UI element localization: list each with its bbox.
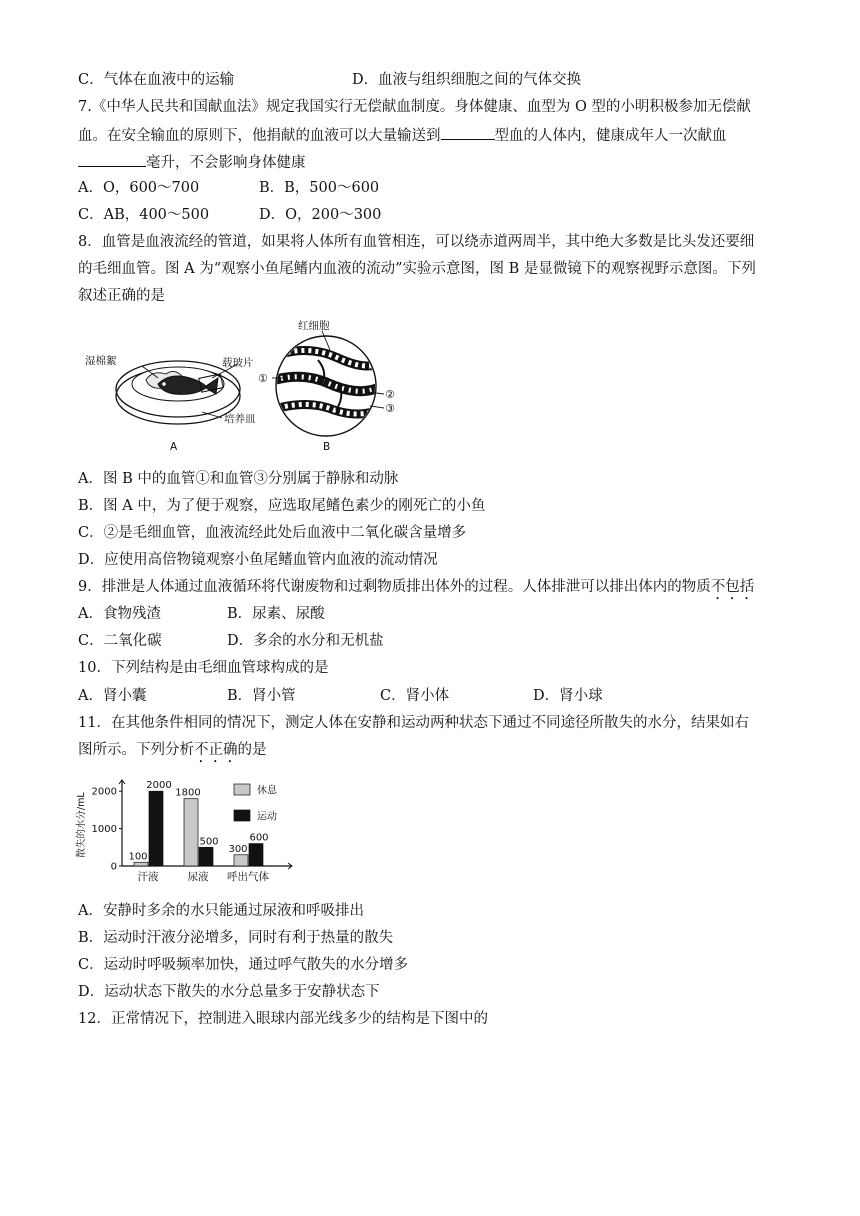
q9-options-row1 (78, 604, 325, 624)
q8-figure (78, 314, 408, 460)
q10-options-row (78, 686, 603, 706)
q7-option-a: A．O，600～700 (78, 180, 200, 196)
figure-a-label-dish: 培养皿 (224, 413, 256, 425)
q8-stem-line1: 8．血管是血液流经的管道，如果将人体所有血管相连，可以绕赤道两周半，其中绝大多数是比头发还要细 (78, 234, 755, 250)
bar-data-label: 1800 (175, 787, 201, 799)
q11-option-b: B．运动时汗液分泌增多，同时有利于热量的散失 (78, 930, 394, 946)
bar (234, 855, 248, 866)
legend-swatch (234, 810, 250, 821)
q11-option-c: C．运动时呼吸频率加快，通过呼气散失的水分增多 (78, 957, 409, 973)
y-tick-label: 2000 (91, 786, 117, 798)
bar (199, 847, 213, 866)
x-tick-label: 尿液 (187, 871, 209, 883)
figure-b-label-2: ② (385, 388, 395, 401)
q7-option-c: C．AB，400～500 (78, 207, 210, 223)
q6-options-row (78, 70, 582, 90)
bar-data-label: 100 (128, 851, 148, 863)
q10-option-a: A．肾小囊 (78, 688, 147, 704)
legend-label: 运动 (257, 811, 277, 823)
bar (249, 844, 263, 866)
figure-a-caption: A (170, 441, 178, 453)
q8-figure-svg (78, 314, 408, 460)
figure-b-caption: B (323, 441, 331, 453)
q8-option-b: B．图 A 中，为了便于观察，应选取尾鳍色素少的刚死亡的小鱼 (78, 498, 486, 514)
q9-emphasis: 不包括 (710, 579, 755, 595)
legend-swatch (234, 784, 250, 795)
q6-option-c: C．气体在血液中的运输 (78, 72, 235, 88)
q10-option-d: D．肾小球 (533, 688, 603, 704)
q11-stem-line2 (78, 740, 267, 766)
q8-stem-line3: 叙述正确的是 (78, 288, 165, 304)
q11-chart (74, 772, 314, 890)
q6-option-d: D．血液与组织细胞之间的气体交换 (352, 72, 582, 88)
q9-options-row2 (78, 631, 384, 651)
q9-stem-line1 (78, 577, 754, 603)
q11-stem-line2-pre: 图所示。下列分析 (78, 742, 194, 758)
figure-b-label-1: ① (258, 372, 268, 385)
q11-option-d: D．运动状态下散失的水分总量多于安静状态下 (78, 984, 380, 1000)
bar-data-label: 300 (228, 843, 248, 855)
figure-a-petri-dish (116, 361, 240, 424)
q7-blank-1 (441, 124, 495, 140)
q7-options-row2 (78, 205, 382, 225)
q7-stem-line2-pre: 血。在安全输血的原则下，他捐献的血液可以大量输送到 (78, 128, 441, 144)
q11-stem-line2-post: 的是 (237, 742, 267, 758)
q10-option-c: C．肾小体 (380, 688, 450, 704)
q11-stem-line1: 11．在其他条件相同的情况下，测定人体在安静和运动两种状态下通过不同途径所散失的水分，结果如右 (78, 715, 749, 731)
bar (184, 799, 198, 866)
x-tick-label: 汗液 (137, 871, 159, 883)
q12-stem: 12．正常情况下，控制进入眼球内部光线多少的结构是下图中的 (78, 1011, 488, 1027)
q10-option-b: B．肾小管 (227, 688, 296, 704)
bar-data-label: 600 (249, 832, 269, 844)
q9-stem-text: 9．排泄是人体通过血液循环将代谢废物和过剩物质排出体外的过程。人体排泄可以排出体内的物质 (78, 579, 711, 595)
bar (134, 862, 148, 866)
q8-option-a: A．图 B 中的血管①和血管③分别属于静脉和动脉 (78, 471, 399, 487)
y-tick-label: 0 (110, 861, 117, 873)
q8-option-d: D．应使用高倍物镜观察小鱼尾鳍血管内血液的流动情况 (78, 552, 438, 568)
q7-options-row1 (78, 178, 380, 198)
figure-b-microscope-field (272, 331, 384, 436)
q9-option-c: C．二氧化碳 (78, 633, 162, 649)
x-tick-label: 呼出气体 (227, 871, 269, 883)
q10-stem: 10．下列结构是由毛细血管球构成的是 (78, 660, 329, 676)
q7-stem-line2 (78, 124, 727, 146)
q7-stem-line3 (78, 151, 306, 173)
q7-option-b: B．B，500～600 (259, 180, 380, 196)
q9-option-b: B．尿素、尿酸 (227, 606, 325, 622)
y-axis-label: 散失的水分/mL (76, 792, 87, 858)
bar-data-label: 500 (199, 836, 219, 848)
bar (149, 791, 163, 866)
q7-stem-line2-post: 型血的人体内，健康成年人一次献血 (494, 128, 727, 144)
q11-chart-svg (74, 772, 314, 890)
legend-label: 休息 (257, 785, 277, 797)
bar-data-label: 2000 (146, 780, 172, 792)
q8-stem-line2: 的毛细血管。图 A 为“观察小鱼尾鳍内血液的流动”实验示意图，图 B 是显微镜下的观察视野示意图。下列 (78, 261, 756, 277)
figure-a-label-slide: 载玻片 (222, 357, 254, 369)
q11-emphasis: 不正确 (194, 742, 238, 758)
q9-option-a: A．食物残渣 (78, 606, 161, 622)
q7-stem-line3-post: 毫升，不会影响身体健康 (146, 155, 306, 171)
q11-option-a: A．安静时多余的水只能通过尿液和呼吸排出 (78, 903, 364, 919)
q8-option-c: C．②是毛细血管，血液流经此处后血液中二氧化碳含量增多 (78, 525, 467, 541)
figure-b-label-rbc: 红细胞 (298, 320, 330, 332)
figure-b-label-3: ③ (385, 402, 395, 415)
y-tick-label: 1000 (91, 824, 117, 836)
q7-option-d: D．O，200～300 (259, 207, 382, 223)
q9-option-d: D．多余的水分和无机盐 (227, 633, 384, 649)
q7-stem-line1: 7.《中华人民共和国献血法》规定我国实行无偿献血制度。身体健康、血型为 O 型的小明积极参加无偿献 (78, 99, 751, 115)
figure-a-label-cotton: 湿棉絮 (85, 355, 117, 367)
q7-blank-2 (78, 151, 146, 167)
